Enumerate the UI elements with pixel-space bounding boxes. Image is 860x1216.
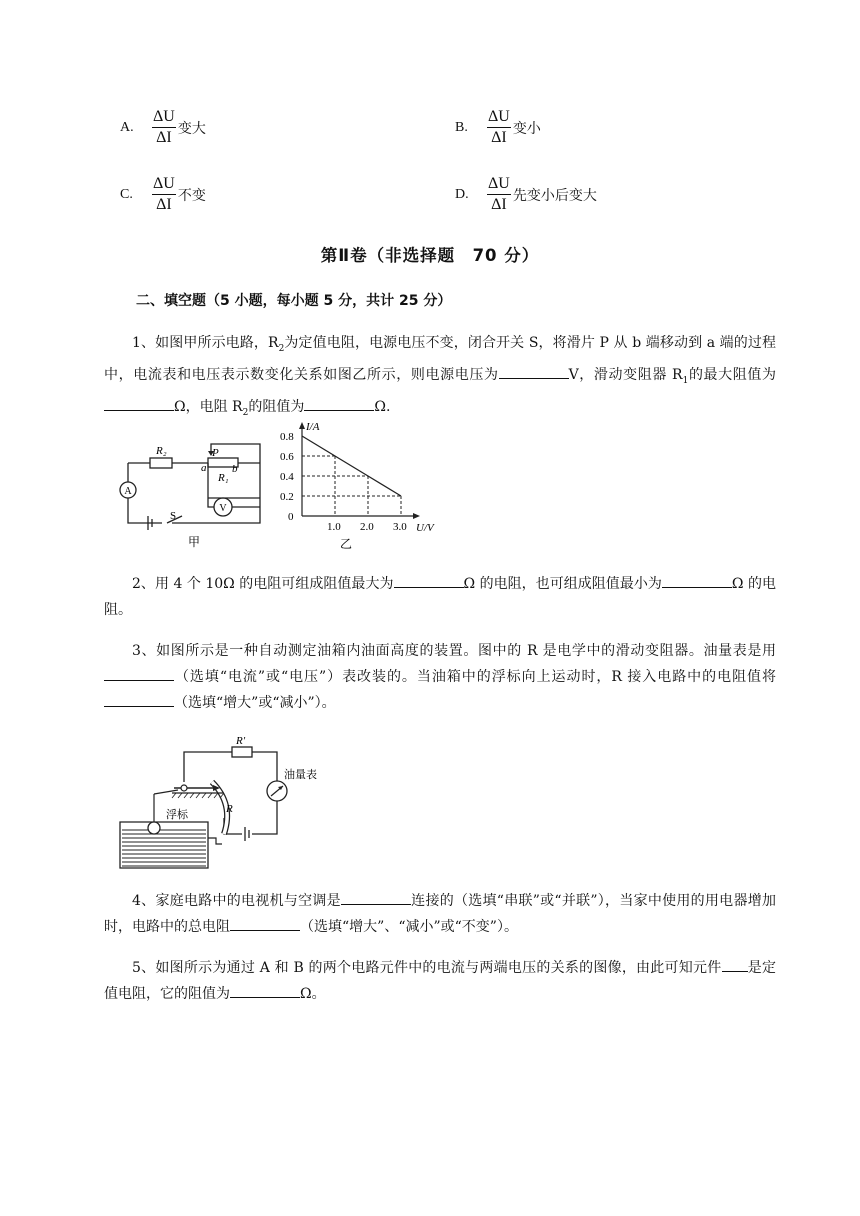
section-title: 第Ⅱ卷（非选择题 70 分）: [320, 246, 540, 265]
r1-label: R₁: [218, 472, 229, 484]
question-3: 3、如图所示是一种自动测定油箱内油面高度的装置。图中的 R 是电学中的滑动变阻器。油量表是用（选填“电流”或“电压”）表改装的。当油箱中的浮标向上运动时，R 接入电路中的电阻值将（选填“增大”或“减小”）。: [104, 638, 776, 716]
option-text: 不变: [177, 187, 206, 204]
answer-blank[interactable]: [230, 983, 300, 998]
oil-gauge-diagram: [112, 730, 342, 872]
r2-label: R₂: [156, 445, 167, 457]
y-tick-label: 0.8: [280, 431, 294, 443]
answer-blank[interactable]: [230, 916, 300, 931]
answer-blank[interactable]: [104, 692, 174, 707]
ammeter-label: A: [124, 486, 132, 497]
option-text: 先变小后变大: [512, 187, 597, 204]
y-axis-label: I/A: [306, 421, 320, 433]
option-label: A.: [120, 119, 134, 135]
oil-gauge-label: 油量表: [284, 769, 317, 781]
answer-blank[interactable]: [394, 573, 464, 588]
end-b-label: b: [232, 463, 238, 475]
part-title: 二、填空题（5 小题，每小题 5 分，共计 25 分）: [136, 293, 452, 309]
r-prime-label: R′: [236, 735, 246, 747]
r-label: R: [226, 803, 233, 815]
y-tick-label: 0.4: [280, 471, 294, 483]
question-2: 2、用 4 个 10Ω 的电阻可组成阻值最大为 Ω 的电阻，也可组成阻值最小为 Ω 的电阻。: [104, 571, 776, 623]
y-tick-label: 0.6: [280, 451, 294, 463]
figure-yi-caption: 乙: [340, 537, 353, 551]
answer-blank[interactable]: [662, 573, 732, 588]
question-4: 4、家庭电路中的电视机与空调是 连接的（选填“串联”或“并联”），当家中使用的用电器增加时，电路中的总电阻 （选填“增大”、“减小”或“不变”）。: [104, 888, 776, 940]
graph-yi: [276, 418, 446, 556]
circuit-diagram-jia: [112, 418, 272, 556]
option-d: [455, 175, 597, 214]
delta-u-over-delta-i: $\frac{\Delta U}{\Delta I}$: [153, 175, 175, 213]
end-a-label: a: [201, 462, 207, 474]
y-tick-label: 0.2: [280, 491, 294, 503]
x-tick-label: 3.0: [393, 521, 407, 533]
float-label: 浮标: [166, 809, 188, 821]
answer-blank[interactable]: [722, 957, 748, 972]
origin-label: 0: [288, 511, 294, 523]
current-voltage-line: [302, 436, 401, 496]
x-tick-label: 2.0: [360, 521, 374, 533]
option-c: [120, 175, 206, 214]
option-label: C.: [120, 186, 133, 202]
figure-jia-caption: 甲: [188, 535, 201, 549]
option-text: 变大: [177, 120, 206, 137]
question-5: 5、如图所示为通过 A 和 B 的两个电路元件中的电流与两端电压的关系的图像，由此可知元件 是定值电阻，它的阻值为 Ω。: [104, 955, 776, 1007]
answer-blank[interactable]: [499, 364, 569, 379]
float-icon: [148, 822, 160, 834]
switch-label: S: [170, 510, 177, 522]
voltmeter-label: V: [219, 503, 227, 514]
answer-blank[interactable]: [341, 890, 411, 905]
option-label: D.: [455, 186, 469, 202]
x-axis-label: U/V: [416, 522, 434, 534]
option-b: [455, 108, 541, 147]
delta-u-over-delta-i: $\frac{\Delta U}{\Delta I}$: [488, 108, 510, 146]
question-1: 1、如图甲所示电路，$R_2$为定值电阻，电源电压不变，闭合开关 S，将滑片 P 从 b 端移动到 a 端的过程中，电流表和电压表示数变化关系如图乙所示，则电源电压为 V，滑动变阻器 $R_1$的最大阻值为Ω，电阻 $R_2$的阻值为 Ω.: [104, 335, 777, 418]
answer-blank[interactable]: [104, 666, 174, 681]
option-a: [120, 108, 206, 147]
delta-u-over-delta-i: $\frac{\Delta U}{\Delta I}$: [153, 108, 175, 146]
delta-u-over-delta-i: $\frac{\Delta U}{\Delta I}$: [488, 175, 510, 213]
answer-blank[interactable]: [104, 396, 174, 411]
option-label: B.: [455, 119, 468, 135]
slider-p-label: P: [212, 447, 219, 459]
x-tick-label: 1.0: [327, 521, 341, 533]
answer-blank[interactable]: [304, 396, 374, 411]
option-text: 变小: [512, 120, 541, 137]
